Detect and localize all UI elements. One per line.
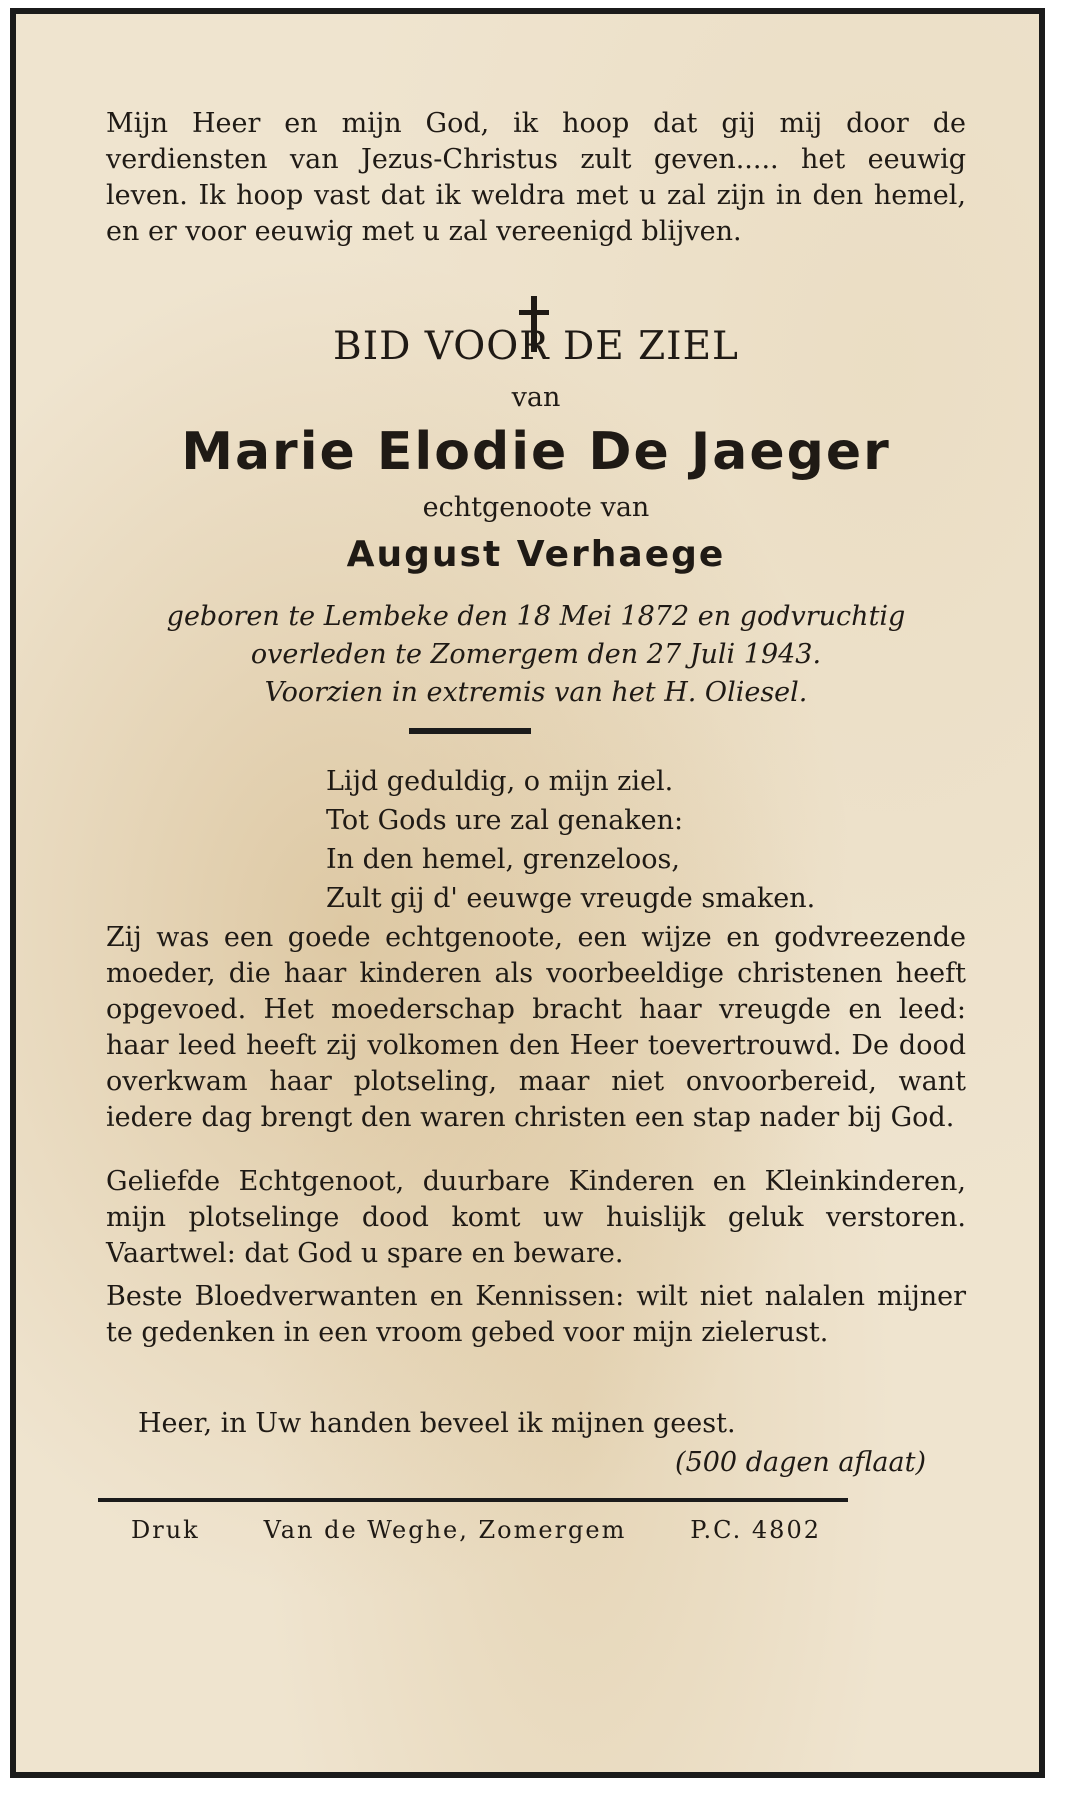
footer-printer: Van de Weghe, Zomergem	[263, 1516, 627, 1544]
heading-bid-voor-de-ziel: BID VOOR DE ZIEL	[333, 324, 739, 369]
birth-line: geboren te Lembeke den 18 Mei 1872 en godvruchtig	[166, 601, 906, 632]
poem-line: In den hemel, grenzeloos,	[326, 844, 680, 875]
deceased-name: Marie Elodie De Jaeger	[181, 422, 891, 482]
short-divider	[409, 728, 531, 734]
poem-line: Lijd geduldig, o mijn ziel.	[326, 766, 674, 797]
van-label: van	[511, 382, 561, 413]
sacrament-line: Voorzien in extremis van het H. Oliesel.	[264, 677, 808, 708]
paragraph-virtues: Zij was een goede echtgenoote, een wijze en godvreezende moeder, die haar kinderen als voorbeeldige christenen heeft opgevoed. Het moederschap bracht haar vreugde en leed: haar leed heeft zij volkomen den Heer toevertrouwd. De dood overkwam haar plotseling, maar niet onvoorbereid, want iedere dag brengt den waren christen een stap nader bij God.	[106, 922, 966, 1133]
spouse-label: echtgenoote van	[422, 492, 650, 523]
footer-code: P.C. 4802	[690, 1516, 821, 1544]
footer-divider	[98, 1498, 848, 1502]
opening-prayer: Mijn Heer en mijn God, ik hoop dat gij mij door de verdiensten van Jezus-Christus zult geven..... het eeuwig leven. Ik hoop vast dat ik weldra met u zal zijn in den hemel, en er voor eeuwig met u zal vereenigd blijven.	[106, 108, 966, 247]
memorial-card	[10, 8, 1045, 1778]
spouse-name: August Verhaege	[346, 534, 726, 575]
poem-line: Zult gij d' eeuwge vreugde smaken.	[326, 883, 816, 914]
birth-death-block	[106, 598, 966, 712]
printer-footer	[131, 1516, 821, 1544]
poem-line: Tot Gods ure zal genaken:	[326, 805, 684, 836]
paragraph-family: Geliefde Echtgenoot, duurbare Kinderen en Kleinkinderen, mijn plotselinge dood komt uw huislijk geluk verstoren. Vaartwel: dat God u spare en beware.	[106, 1166, 966, 1269]
closing-prayer: Heer, in Uw handen beveel ik mijnen geest.	[138, 1408, 736, 1439]
poem	[326, 762, 926, 918]
paragraph-relatives: Beste Bloedverwanten en Kennissen: wilt niet nalalen mijner te gedenken in een vroom gebed voor mijn zielerust.	[106, 1281, 966, 1348]
death-line: overleden te Zomergem den 27 Juli 1943.	[250, 639, 822, 670]
indulgence-note: (500 dagen aflaat)	[675, 1447, 926, 1478]
footer-druk: Druk	[131, 1516, 200, 1544]
